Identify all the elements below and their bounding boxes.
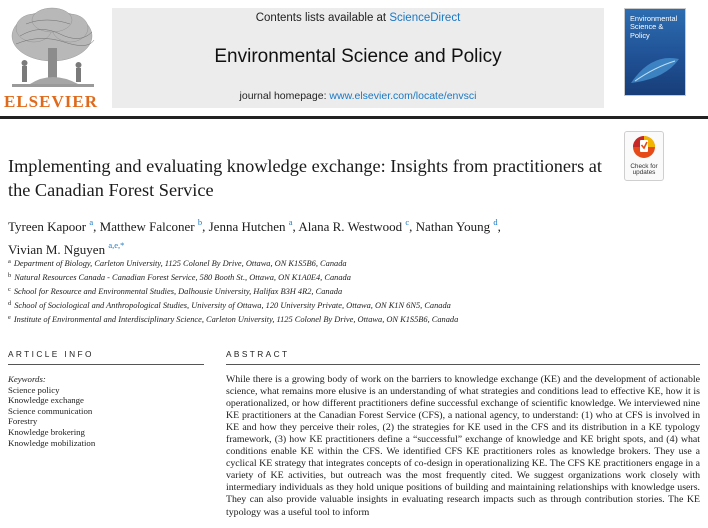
check-label-line2: updates [632, 169, 656, 177]
affiliation-key: a [8, 258, 11, 265]
affiliation-item [8, 270, 698, 284]
affiliation-text: School of Sociological and Anthropological Studies, University of Ottawa, 120 University Private, Ottawa, ON K1N 6N5, Canada [14, 300, 451, 310]
homepage-prefix: journal homepage: [239, 90, 330, 102]
check-label-line1: Check for [630, 162, 658, 170]
author-separator: , [497, 219, 501, 234]
contents-line [112, 12, 604, 24]
keyword-item: Science communication [8, 405, 93, 416]
keywords-label: Keywords: [8, 374, 46, 384]
author-name[interactable]: Matthew Falconer [99, 219, 195, 234]
author-list [8, 213, 698, 259]
keywords-section [8, 374, 188, 448]
affiliation-text: School for Resource and Environmental Studies, Dalhousie University, Halifax B3H 4R2, Canada [13, 286, 343, 296]
author-separator: , [409, 219, 416, 234]
abstract-heading: ABSTRACT [226, 349, 290, 359]
abstract-divider [226, 364, 700, 365]
author-affiliation-marker[interactable]: c [405, 217, 410, 227]
author-separator: , [93, 219, 100, 234]
cover-leaf-icon [625, 49, 685, 89]
elsevier-tree-icon [0, 6, 104, 92]
affiliation-text: Department of Biology, Carleton University, 1125 Colonel By Drive, Ottawa, ON K1S5B6, Canada [13, 259, 347, 268]
affiliation-list [8, 256, 698, 326]
author-name[interactable]: Alana R. Westwood [298, 219, 403, 234]
author-separator: , [202, 219, 209, 234]
author-affiliation-marker[interactable]: a,e,* [108, 240, 125, 250]
affiliation-item [8, 312, 698, 326]
journal-banner [112, 8, 604, 108]
journal-title[interactable]: Environmental Science and Policy [214, 46, 502, 67]
affiliation-item [8, 284, 698, 298]
keyword-item: Knowledge exchange [8, 395, 84, 406]
article-info-divider [8, 364, 204, 365]
affiliation-key: d [8, 299, 12, 307]
author-name[interactable]: Tyreen Kapoor [8, 219, 87, 234]
author-name[interactable]: Vivian M. Nguyen [8, 242, 106, 257]
crossmark-icon [625, 132, 663, 162]
abstract-text: While there is a growing body of work on the barriers to knowledge exchange (KE) and the development of actionable science, what remains more elusive is an understanding of what strategies and conditions lead to effective KE, how it is operationalized, or how different practitioners define successful exchange of scientific knowledge. We interviewed nine KE practitioners at the Canadian Forest Service (CFS), a national agency, to understand: (1) who at CFS is involved in KE and how they perceive their roles, (2) the strategies for KE used in the CFS and its distribution in a KE typology framework, (3) how KE practitioners define a “successful” exchange of knowledge and KE bright spots, and (4) what conditions enable KE within the CFS. We identified CFS KE practitioners roles as knowledge brokers. They use a cyclical KE strategy that integrates concepts of co-design in operationalizing KE. The CFS KE practitioners engage in a variety of KE activities, but outreach was the most frequently cited. We suggest organizations work closely with intermediary individuals as they hold unique positions of building and maintaining relationships with knowledge users. They can also provide valuable insights in evaluating research impacts such as through contribution stories. The KE typology was a useful tool to inform [226, 374, 700, 518]
author-affiliation-marker[interactable]: a [89, 217, 94, 227]
sciencedirect-link[interactable]: ScienceDirect [389, 12, 461, 24]
author-separator: , [292, 219, 299, 234]
affiliation-key: b [8, 271, 12, 279]
author-affiliation-marker[interactable]: a [288, 217, 293, 227]
elsevier-logo [0, 6, 104, 111]
affiliation-key: c [8, 285, 11, 293]
author-name[interactable]: Jenna Hutchen [208, 219, 286, 234]
journal-homepage-link[interactable]: www.elsevier.com/locate/envsci [329, 90, 477, 102]
contents-prefix: Contents lists available at [255, 12, 390, 24]
journal-header [0, 0, 708, 116]
affiliation-text: Natural Resources Canada - Canadian Forest Service, 580 Booth St., Ottawa, ON K1A0E4, Canada [14, 272, 351, 282]
author-affiliation-marker[interactable]: d [493, 217, 498, 227]
journal-cover-image[interactable] [624, 8, 686, 96]
affiliation-item [8, 298, 698, 312]
author-affiliation-marker[interactable]: b [197, 217, 203, 227]
publisher-wordmark[interactable]: ELSEVIER [4, 92, 98, 111]
keyword-item: Knowledge brokering [8, 426, 85, 437]
affiliation-item [8, 256, 698, 270]
keyword-item: Knowledge mobilization [8, 437, 96, 448]
cover-title: Environmental Science & Policy [630, 14, 678, 40]
article-title: Implementing and evaluating knowledge exchange: Insights from practitioners at the Canadian Forest Service [8, 156, 602, 200]
article-info-heading: ARTICLE INFO [8, 349, 94, 359]
check-for-updates-button[interactable] [624, 131, 664, 181]
header-divider [0, 116, 708, 119]
check-for-updates-label [625, 164, 663, 177]
keyword-item: Science policy [8, 384, 60, 395]
homepage-line [112, 90, 604, 102]
keyword-item: Forestry [8, 416, 38, 427]
affiliation-key: e [8, 313, 11, 321]
affiliation-text: Institute of Environmental and Interdisciplinary Science, Carleton University, 1125 Colonel By Drive, Ottawa, ON K1S5B6, Canada [13, 314, 459, 324]
author-name[interactable]: Nathan Young [415, 219, 491, 234]
